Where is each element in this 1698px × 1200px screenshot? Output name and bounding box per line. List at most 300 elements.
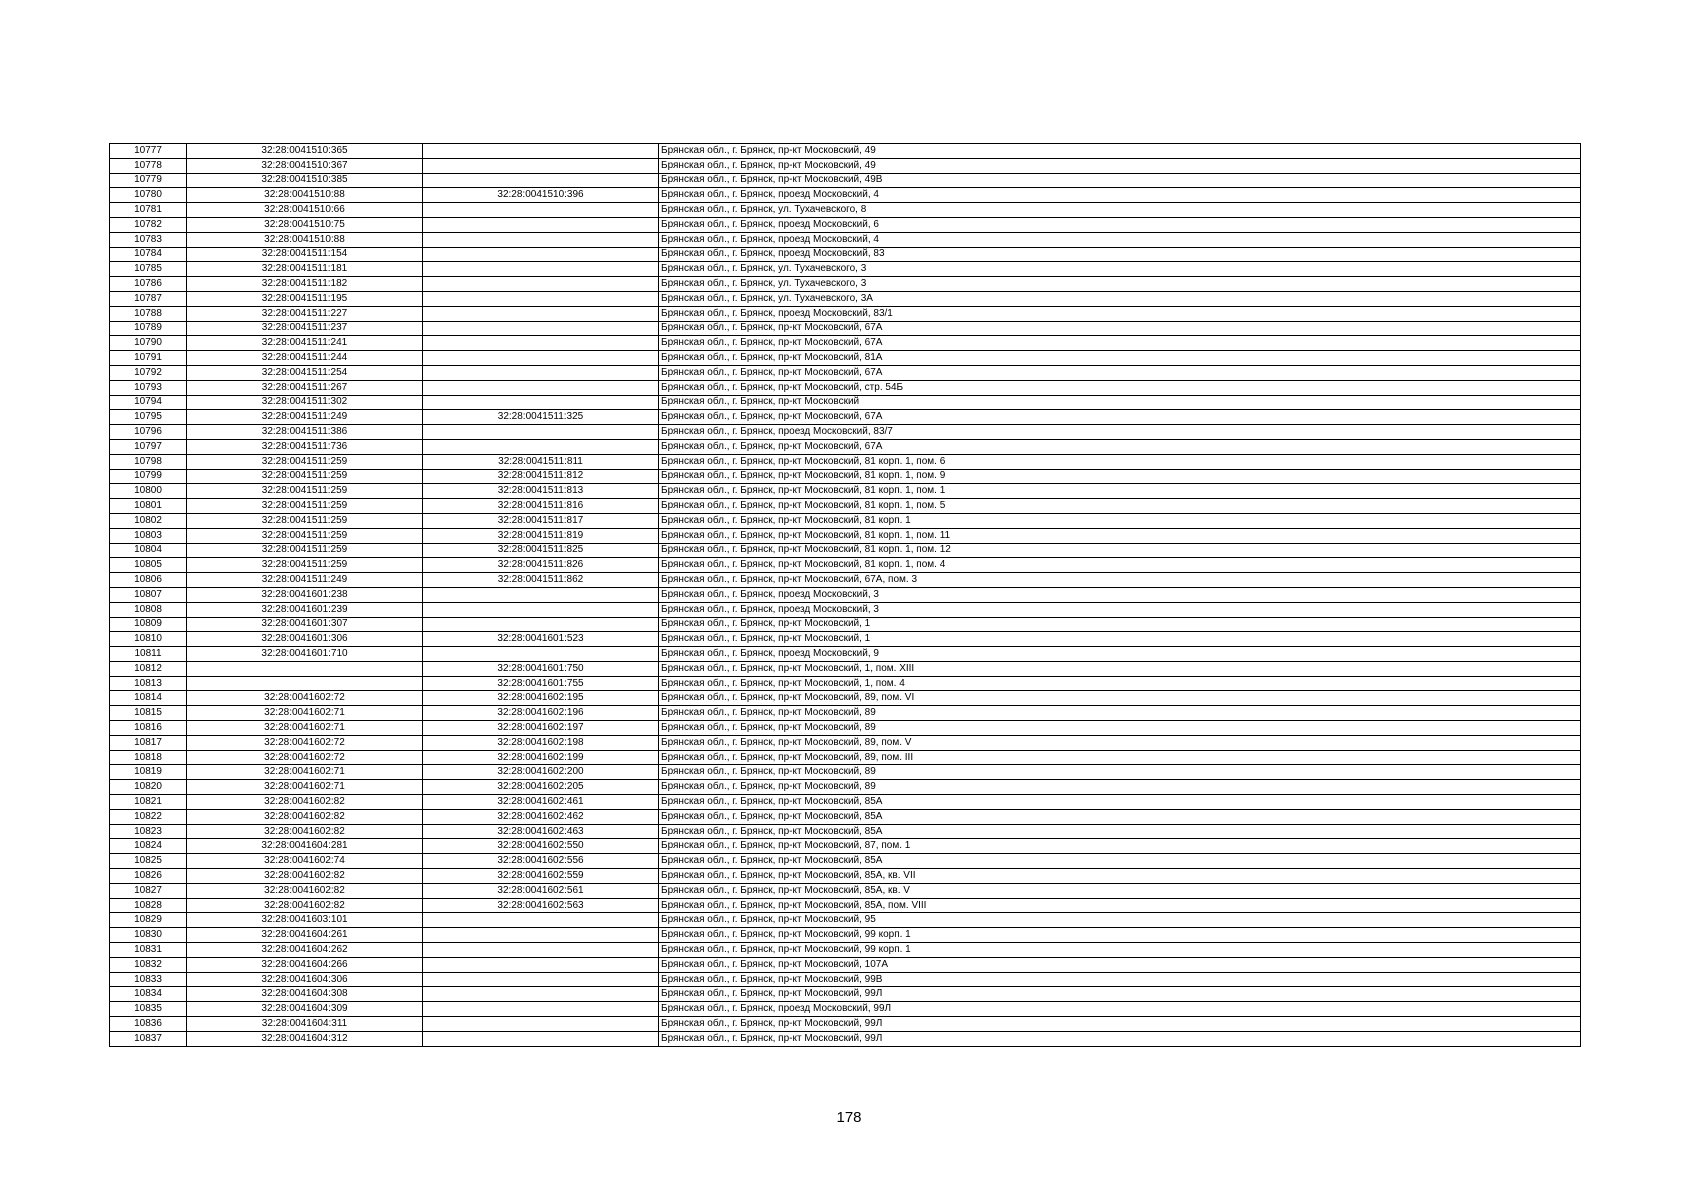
premises-cadastral-number-cell: 32:28:0041602:199: [423, 750, 659, 765]
premises-cadastral-number-cell: [423, 173, 659, 188]
table-row: [110, 454, 1581, 469]
row-number-cell: 10787: [110, 291, 187, 306]
row-number-cell: 10832: [110, 957, 187, 972]
row-number-cell: 10820: [110, 780, 187, 795]
address-cell: Брянская обл., г. Брянск, пр-кт Московский, 81 корп. 1, пом. 1: [659, 484, 1581, 499]
premises-cadastral-number-cell: 32:28:0041602:463: [423, 824, 659, 839]
row-number-cell: 10821: [110, 795, 187, 810]
row-number-cell: 10779: [110, 173, 187, 188]
table-row: [110, 691, 1581, 706]
table-row: [110, 632, 1581, 647]
row-number-cell: 10791: [110, 351, 187, 366]
table-row: [110, 543, 1581, 558]
cadastral-number-cell: 32:28:0041604:309: [187, 1002, 423, 1017]
address-cell: Брянская обл., г. Брянск, пр-кт Московский, 99 корп. 1: [659, 928, 1581, 943]
premises-cadastral-number-cell: 32:28:0041602:461: [423, 795, 659, 810]
table-row: [110, 232, 1581, 247]
address-cell: Брянская обл., г. Брянск, пр-кт Московский, 89: [659, 780, 1581, 795]
row-number-cell: 10795: [110, 410, 187, 425]
table-row: [110, 158, 1581, 173]
row-number-cell: 10778: [110, 158, 187, 173]
table-row: [110, 587, 1581, 602]
row-number-cell: 10818: [110, 750, 187, 765]
premises-cadastral-number-cell: 32:28:0041602:563: [423, 898, 659, 913]
cadastral-number-cell: 32:28:0041604:262: [187, 943, 423, 958]
address-cell: Брянская обл., г. Брянск, пр-кт Московский, 85А: [659, 795, 1581, 810]
premises-cadastral-number-cell: 32:28:0041601:523: [423, 632, 659, 647]
address-cell: Брянская обл., г. Брянск, пр-кт Московский, 81 корп. 1, пом. 9: [659, 469, 1581, 484]
row-number-cell: 10796: [110, 425, 187, 440]
cadastral-number-cell: 32:28:0041511:237: [187, 321, 423, 336]
premises-cadastral-number-cell: 32:28:0041511:325: [423, 410, 659, 425]
table-row: [110, 365, 1581, 380]
cadastral-number-cell: 32:28:0041602:71: [187, 721, 423, 736]
row-number-cell: 10835: [110, 1002, 187, 1017]
row-number-cell: 10824: [110, 839, 187, 854]
premises-cadastral-number-cell: [423, 1031, 659, 1046]
table-row: [110, 928, 1581, 943]
address-cell: Брянская обл., г. Брянск, пр-кт Московский, 85А, кв. V: [659, 883, 1581, 898]
cadastral-number-cell: 32:28:0041602:82: [187, 795, 423, 810]
row-number-cell: 10788: [110, 306, 187, 321]
row-number-cell: 10810: [110, 632, 187, 647]
cadastral-number-cell: 32:28:0041601:239: [187, 602, 423, 617]
cadastral-number-cell: 32:28:0041602:82: [187, 824, 423, 839]
premises-cadastral-number-cell: [423, 913, 659, 928]
address-cell: Брянская обл., г. Брянск, проезд Московский, 6: [659, 217, 1581, 232]
cadastral-number-cell: 32:28:0041604:312: [187, 1031, 423, 1046]
premises-cadastral-number-cell: [423, 144, 659, 159]
row-number-cell: 10784: [110, 247, 187, 262]
premises-cadastral-number-cell: [423, 247, 659, 262]
table-row: [110, 854, 1581, 869]
cadastral-number-cell: 32:28:0041601:238: [187, 587, 423, 602]
table-row: [110, 499, 1581, 514]
premises-cadastral-number-cell: 32:28:0041511:817: [423, 513, 659, 528]
address-cell: Брянская обл., г. Брянск, пр-кт Московский, 67А, пом. 3: [659, 573, 1581, 588]
premises-cadastral-number-cell: [423, 943, 659, 958]
premises-cadastral-number-cell: [423, 158, 659, 173]
premises-cadastral-number-cell: [423, 928, 659, 943]
row-number-cell: 10826: [110, 869, 187, 884]
cadastral-number-cell: 32:28:0041511:259: [187, 513, 423, 528]
table-row: [110, 336, 1581, 351]
row-number-cell: 10804: [110, 543, 187, 558]
row-number-cell: 10790: [110, 336, 187, 351]
row-number-cell: 10783: [110, 232, 187, 247]
cadastral-number-cell: 32:28:0041510:75: [187, 217, 423, 232]
row-number-cell: 10836: [110, 1017, 187, 1032]
table-row: [110, 395, 1581, 410]
premises-cadastral-number-cell: 32:28:0041602:556: [423, 854, 659, 869]
address-cell: Брянская обл., г. Брянск, пр-кт Московский, 1, пом. 4: [659, 676, 1581, 691]
table-row: [110, 351, 1581, 366]
page-number: 178: [836, 1109, 862, 1126]
table-row: [110, 839, 1581, 854]
cadastral-number-cell: 32:28:0041511:249: [187, 573, 423, 588]
row-number-cell: 10830: [110, 928, 187, 943]
table-row: [110, 573, 1581, 588]
premises-cadastral-number-cell: [423, 1002, 659, 1017]
cadastral-number-cell: 32:28:0041510:385: [187, 173, 423, 188]
premises-cadastral-number-cell: [423, 380, 659, 395]
cadastral-number-cell: 32:28:0041602:72: [187, 750, 423, 765]
table-row: [110, 647, 1581, 662]
row-number-cell: 10803: [110, 528, 187, 543]
premises-cadastral-number-cell: 32:28:0041602:561: [423, 883, 659, 898]
cadastral-number-cell: 32:28:0041511:259: [187, 469, 423, 484]
row-number-cell: 10800: [110, 484, 187, 499]
row-number-cell: 10782: [110, 217, 187, 232]
row-number-cell: 10825: [110, 854, 187, 869]
table-row: [110, 380, 1581, 395]
row-number-cell: 10798: [110, 454, 187, 469]
cadastral-number-cell: 32:28:0041510:365: [187, 144, 423, 159]
cadastral-number-cell: 32:28:0041602:82: [187, 809, 423, 824]
row-number-cell: 10780: [110, 188, 187, 203]
row-number-cell: 10789: [110, 321, 187, 336]
cadastral-number-cell: 32:28:0041602:82: [187, 898, 423, 913]
address-cell: Брянская обл., г. Брянск, пр-кт Московский, 1: [659, 617, 1581, 632]
row-number-cell: 10807: [110, 587, 187, 602]
table-row: [110, 410, 1581, 425]
row-number-cell: 10831: [110, 943, 187, 958]
address-cell: Брянская обл., г. Брянск, пр-кт Московский, 85А: [659, 854, 1581, 869]
table-row: [110, 1002, 1581, 1017]
row-number-cell: 10811: [110, 647, 187, 662]
table-row: [110, 795, 1581, 810]
table-row: [110, 203, 1581, 218]
address-cell: Брянская обл., г. Брянск, пр-кт Московский, 81 корп. 1, пом. 11: [659, 528, 1581, 543]
address-cell: Брянская обл., г. Брянск, пр-кт Московский, стр. 54Б: [659, 380, 1581, 395]
cadastral-number-cell: 32:28:0041511:227: [187, 306, 423, 321]
cadastral-number-cell: 32:28:0041511:259: [187, 454, 423, 469]
address-cell: Брянская обл., г. Брянск, пр-кт Московский, 89: [659, 721, 1581, 736]
row-number-cell: 10805: [110, 558, 187, 573]
premises-cadastral-number-cell: [423, 217, 659, 232]
cadastral-number-cell: 32:28:0041510:88: [187, 232, 423, 247]
table-row: [110, 513, 1581, 528]
address-cell: Брянская обл., г. Брянск, проезд Московский, 4: [659, 232, 1581, 247]
cadastral-number-cell: 32:28:0041602:71: [187, 780, 423, 795]
cadastral-number-cell: 32:28:0041511:181: [187, 262, 423, 277]
cadastral-number-cell: 32:28:0041511:302: [187, 395, 423, 410]
address-cell: Брянская обл., г. Брянск, пр-кт Московский, 95: [659, 913, 1581, 928]
premises-cadastral-number-cell: 32:28:0041602:205: [423, 780, 659, 795]
table-row: [110, 439, 1581, 454]
row-number-cell: 10781: [110, 203, 187, 218]
row-number-cell: 10802: [110, 513, 187, 528]
cadastral-number-cell: 32:28:0041602:74: [187, 854, 423, 869]
table-row: [110, 173, 1581, 188]
table-row: [110, 602, 1581, 617]
premises-cadastral-number-cell: 32:28:0041511:813: [423, 484, 659, 499]
address-cell: Брянская обл., г. Брянск, проезд Московский, 9: [659, 647, 1581, 662]
premises-cadastral-number-cell: 32:28:0041602:196: [423, 706, 659, 721]
premises-cadastral-number-cell: [423, 365, 659, 380]
cadastral-number-cell: 32:28:0041604:266: [187, 957, 423, 972]
address-cell: Брянская обл., г. Брянск, ул. Тухачевского, 3А: [659, 291, 1581, 306]
row-number-cell: 10827: [110, 883, 187, 898]
premises-cadastral-number-cell: 32:28:0041601:755: [423, 676, 659, 691]
premises-cadastral-number-cell: 32:28:0041602:200: [423, 765, 659, 780]
cadastral-number-cell: 32:28:0041601:710: [187, 647, 423, 662]
table-row: [110, 1031, 1581, 1046]
row-number-cell: 10809: [110, 617, 187, 632]
premises-cadastral-number-cell: 32:28:0041602:550: [423, 839, 659, 854]
premises-cadastral-number-cell: [423, 647, 659, 662]
cadastral-number-cell: 32:28:0041510:367: [187, 158, 423, 173]
address-cell: Брянская обл., г. Брянск, пр-кт Московский, 99 корп. 1: [659, 943, 1581, 958]
table-row: [110, 558, 1581, 573]
row-number-cell: 10777: [110, 144, 187, 159]
address-cell: Брянская обл., г. Брянск, пр-кт Московский, 81 корп. 1, пом. 6: [659, 454, 1581, 469]
address-cell: Брянская обл., г. Брянск, пр-кт Московский, 85А, кв. VII: [659, 869, 1581, 884]
table-row: [110, 987, 1581, 1002]
cadastral-number-cell: 32:28:0041602:71: [187, 706, 423, 721]
premises-cadastral-number-cell: [423, 277, 659, 292]
address-cell: Брянская обл., г. Брянск, пр-кт Московский, 49: [659, 144, 1581, 159]
row-number-cell: 10814: [110, 691, 187, 706]
premises-cadastral-number-cell: 32:28:0041511:826: [423, 558, 659, 573]
table-row: [110, 321, 1581, 336]
address-cell: Брянская обл., г. Брянск, проезд Московский, 83/1: [659, 306, 1581, 321]
row-number-cell: 10837: [110, 1031, 187, 1046]
cadastral-number-cell: 32:28:0041511:154: [187, 247, 423, 262]
address-cell: Брянская обл., г. Брянск, пр-кт Московский, 99Л: [659, 987, 1581, 1002]
cadastral-number-cell: 32:28:0041601:306: [187, 632, 423, 647]
table-row: [110, 898, 1581, 913]
cadastral-number-cell: 32:28:0041511:267: [187, 380, 423, 395]
row-number-cell: 10829: [110, 913, 187, 928]
premises-cadastral-number-cell: [423, 306, 659, 321]
cadastral-number-cell: 32:28:0041603:101: [187, 913, 423, 928]
premises-cadastral-number-cell: 32:28:0041601:750: [423, 661, 659, 676]
address-cell: Брянская обл., г. Брянск, проезд Московский, 83: [659, 247, 1581, 262]
table-row: [110, 957, 1581, 972]
premises-cadastral-number-cell: [423, 602, 659, 617]
premises-cadastral-number-cell: 32:28:0041511:816: [423, 499, 659, 514]
table-row: [110, 809, 1581, 824]
address-cell: Брянская обл., г. Брянск, пр-кт Московский, 81 корп. 1: [659, 513, 1581, 528]
table-row: [110, 824, 1581, 839]
address-cell: Брянская обл., г. Брянск, пр-кт Московский, 89, пом. VI: [659, 691, 1581, 706]
premises-cadastral-number-cell: [423, 587, 659, 602]
table-row: [110, 972, 1581, 987]
row-number-cell: 10813: [110, 676, 187, 691]
address-cell: Брянская обл., г. Брянск, ул. Тухачевского, 3: [659, 262, 1581, 277]
premises-cadastral-number-cell: [423, 972, 659, 987]
cadastral-number-cell: 32:28:0041602:71: [187, 765, 423, 780]
address-cell: Брянская обл., г. Брянск, пр-кт Московский, 1: [659, 632, 1581, 647]
premises-cadastral-number-cell: 32:28:0041511:811: [423, 454, 659, 469]
address-cell: Брянская обл., г. Брянск, ул. Тухачевского, 3: [659, 277, 1581, 292]
table-row: [110, 869, 1581, 884]
address-cell: Брянская обл., г. Брянск, пр-кт Московский, 87, пом. 1: [659, 839, 1581, 854]
address-cell: Брянская обл., г. Брянск, проезд Московский, 99Л: [659, 1002, 1581, 1017]
address-cell: Брянская обл., г. Брянск, проезд Московский, 83/7: [659, 425, 1581, 440]
address-cell: Брянская обл., г. Брянск, ул. Тухачевского, 8: [659, 203, 1581, 218]
premises-cadastral-number-cell: [423, 957, 659, 972]
row-number-cell: 10792: [110, 365, 187, 380]
premises-cadastral-number-cell: 32:28:0041602:462: [423, 809, 659, 824]
table-row: [110, 144, 1581, 159]
address-cell: Брянская обл., г. Брянск, проезд Московский, 3: [659, 602, 1581, 617]
address-cell: Брянская обл., г. Брянск, пр-кт Московский, 85А: [659, 809, 1581, 824]
cadastral-number-cell: 32:28:0041601:307: [187, 617, 423, 632]
premises-cadastral-number-cell: 32:28:0041511:819: [423, 528, 659, 543]
row-number-cell: 10793: [110, 380, 187, 395]
cadastral-number-cell: 32:28:0041511:259: [187, 558, 423, 573]
table-row: [110, 528, 1581, 543]
table-row: [110, 217, 1581, 232]
cadastral-number-cell: 32:28:0041511:259: [187, 528, 423, 543]
cadastral-number-cell: 32:28:0041602:82: [187, 883, 423, 898]
register-table-body: [110, 144, 1581, 1047]
cadastral-number-cell: 32:28:0041510:88: [187, 188, 423, 203]
row-number-cell: 10797: [110, 439, 187, 454]
table-row: [110, 706, 1581, 721]
cadastral-number-cell: 32:28:0041511:254: [187, 365, 423, 380]
address-cell: Брянская обл., г. Брянск, пр-кт Московский, 99Л: [659, 1031, 1581, 1046]
table-row: [110, 661, 1581, 676]
address-cell: Брянская обл., г. Брянск, пр-кт Московский, 81А: [659, 351, 1581, 366]
premises-cadastral-number-cell: 32:28:0041602:559: [423, 869, 659, 884]
table-row: [110, 676, 1581, 691]
table-row: [110, 425, 1581, 440]
table-row: [110, 262, 1581, 277]
cadastral-number-cell: [187, 676, 423, 691]
row-number-cell: 10816: [110, 721, 187, 736]
cadastral-number-cell: 32:28:0041602:72: [187, 691, 423, 706]
table-row: [110, 188, 1581, 203]
address-cell: Брянская обл., г. Брянск, пр-кт Московский, 49: [659, 158, 1581, 173]
premises-cadastral-number-cell: [423, 203, 659, 218]
address-cell: Брянская обл., г. Брянск, пр-кт Московский, 99В: [659, 972, 1581, 987]
premises-cadastral-number-cell: 32:28:0041602:198: [423, 735, 659, 750]
table-row: [110, 883, 1581, 898]
table-row: [110, 469, 1581, 484]
address-cell: Брянская обл., г. Брянск, проезд Московский, 4: [659, 188, 1581, 203]
cadastral-number-cell: 32:28:0041511:386: [187, 425, 423, 440]
premises-cadastral-number-cell: [423, 395, 659, 410]
cadastral-number-cell: 32:28:0041604:308: [187, 987, 423, 1002]
address-cell: Брянская обл., г. Брянск, пр-кт Московский, 107А: [659, 957, 1581, 972]
premises-cadastral-number-cell: [423, 439, 659, 454]
table-row: [110, 484, 1581, 499]
premises-cadastral-number-cell: [423, 321, 659, 336]
address-cell: Брянская обл., г. Брянск, пр-кт Московский, 67А: [659, 439, 1581, 454]
row-number-cell: 10799: [110, 469, 187, 484]
premises-cadastral-number-cell: 32:28:0041511:862: [423, 573, 659, 588]
address-cell: Брянская обл., г. Брянск, пр-кт Московский: [659, 395, 1581, 410]
table-row: [110, 780, 1581, 795]
address-cell: Брянская обл., г. Брянск, проезд Московский, 3: [659, 587, 1581, 602]
cadastral-number-cell: 32:28:0041602:82: [187, 869, 423, 884]
premises-cadastral-number-cell: 32:28:0041510:396: [423, 188, 659, 203]
address-cell: Брянская обл., г. Брянск, пр-кт Московский, 85А: [659, 824, 1581, 839]
address-cell: Брянская обл., г. Брянск, пр-кт Московский, 85А, пом. VIII: [659, 898, 1581, 913]
cadastral-number-cell: 32:28:0041511:195: [187, 291, 423, 306]
cadastral-number-cell: 32:28:0041510:66: [187, 203, 423, 218]
table-row: [110, 721, 1581, 736]
table-row: [110, 277, 1581, 292]
row-number-cell: 10815: [110, 706, 187, 721]
address-cell: Брянская обл., г. Брянск, пр-кт Московский, 67А: [659, 321, 1581, 336]
table-row: [110, 247, 1581, 262]
premises-cadastral-number-cell: 32:28:0041602:195: [423, 691, 659, 706]
premises-cadastral-number-cell: [423, 617, 659, 632]
cadastral-number-cell: 32:28:0041511:182: [187, 277, 423, 292]
row-number-cell: 10823: [110, 824, 187, 839]
cadastral-number-cell: 32:28:0041511:259: [187, 484, 423, 499]
cadastral-number-cell: 32:28:0041604:306: [187, 972, 423, 987]
premises-cadastral-number-cell: [423, 232, 659, 247]
address-cell: Брянская обл., г. Брянск, пр-кт Московский, 81 корп. 1, пом. 5: [659, 499, 1581, 514]
address-cell: Брянская обл., г. Брянск, пр-кт Московский, 89: [659, 765, 1581, 780]
row-number-cell: 10834: [110, 987, 187, 1002]
row-number-cell: 10822: [110, 809, 187, 824]
table-row: [110, 913, 1581, 928]
premises-cadastral-number-cell: 32:28:0041511:825: [423, 543, 659, 558]
row-number-cell: 10785: [110, 262, 187, 277]
address-cell: Брянская обл., г. Брянск, пр-кт Московский, 89: [659, 706, 1581, 721]
table-row: [110, 735, 1581, 750]
cadastral-number-cell: [187, 661, 423, 676]
row-number-cell: 10801: [110, 499, 187, 514]
address-cell: Брянская обл., г. Брянск, пр-кт Московский, 49В: [659, 173, 1581, 188]
table-row: [110, 291, 1581, 306]
premises-cadastral-number-cell: [423, 262, 659, 277]
address-cell: Брянская обл., г. Брянск, пр-кт Московский, 67А: [659, 365, 1581, 380]
premises-cadastral-number-cell: 32:28:0041511:812: [423, 469, 659, 484]
row-number-cell: 10819: [110, 765, 187, 780]
table-row: [110, 1017, 1581, 1032]
table-row: [110, 750, 1581, 765]
row-number-cell: 10817: [110, 735, 187, 750]
row-number-cell: 10828: [110, 898, 187, 913]
row-number-cell: 10806: [110, 573, 187, 588]
premises-cadastral-number-cell: [423, 336, 659, 351]
address-cell: Брянская обл., г. Брянск, пр-кт Московский, 89, пом. III: [659, 750, 1581, 765]
row-number-cell: 10833: [110, 972, 187, 987]
cadastral-number-cell: 32:28:0041511:249: [187, 410, 423, 425]
address-cell: Брянская обл., г. Брянск, пр-кт Московский, 1, пом. XIII: [659, 661, 1581, 676]
address-cell: Брянская обл., г. Брянск, пр-кт Московский, 67А: [659, 336, 1581, 351]
premises-cadastral-number-cell: [423, 351, 659, 366]
table-row: [110, 765, 1581, 780]
cadastral-number-cell: 32:28:0041511:259: [187, 543, 423, 558]
address-cell: Брянская обл., г. Брянск, пр-кт Московский, 89, пом. V: [659, 735, 1581, 750]
cadastral-number-cell: 32:28:0041511:736: [187, 439, 423, 454]
address-cell: Брянская обл., г. Брянск, пр-кт Московский, 81 корп. 1, пом. 12: [659, 543, 1581, 558]
premises-cadastral-number-cell: [423, 425, 659, 440]
table-row: [110, 617, 1581, 632]
cadastral-number-cell: 32:28:0041602:72: [187, 735, 423, 750]
address-cell: Брянская обл., г. Брянск, пр-кт Московский, 67А: [659, 410, 1581, 425]
cadastral-number-cell: 32:28:0041604:311: [187, 1017, 423, 1032]
cadastral-number-cell: 32:28:0041604:281: [187, 839, 423, 854]
premises-cadastral-number-cell: [423, 291, 659, 306]
row-number-cell: 10812: [110, 661, 187, 676]
table-row: [110, 306, 1581, 321]
cadastral-number-cell: 32:28:0041511:241: [187, 336, 423, 351]
premises-cadastral-number-cell: [423, 987, 659, 1002]
address-cell: Брянская обл., г. Брянск, пр-кт Московский, 81 корп. 1, пом. 4: [659, 558, 1581, 573]
row-number-cell: 10794: [110, 395, 187, 410]
table-row: [110, 943, 1581, 958]
row-number-cell: 10786: [110, 277, 187, 292]
